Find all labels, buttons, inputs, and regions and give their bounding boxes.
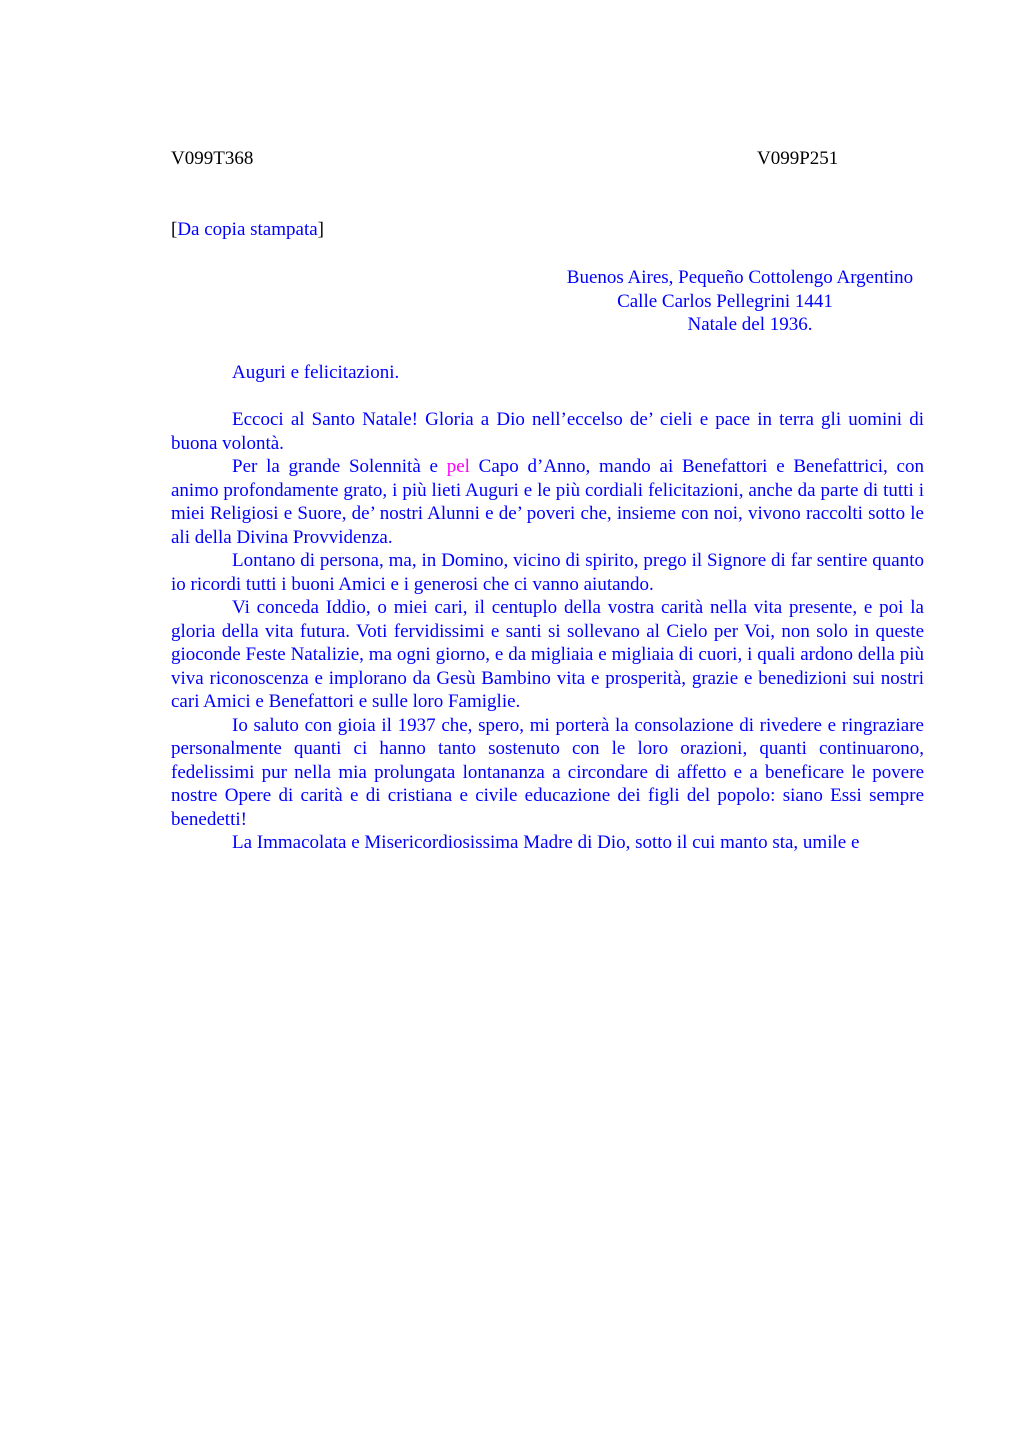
source-note-close-bracket: ] [317, 219, 324, 240]
paragraph-4: Vi conceda Iddio, o miei cari, il centuplo della vostra carità nella vita presente, e poi la gloria della vita futura. Voti fervidissimi e santi si sollevano al Cielo per Voi, non solo in queste gioconde Feste Natalizie, ma ogni giorno, e da migliaia e migliaia di cuori, i quali ardono della più viva riconoscenza e implorano da Gesù Bambino vita e prosperità, grazie e benedizioni sui nostri cari Amici e Benefattori e sulle loro Famiglie. [171, 597, 924, 712]
address-line-city: Buenos Aires, Pequeño Cottolengo Argentino [566, 267, 914, 288]
paragraph-2-rest: Capo d’Anno, mando ai Benefattori e Benefattrici, con animo profondamente grato, i più lieti Auguri e le più cordiali felicitazioni, anche da parte di tutti i miei Religiosi e Suore, de’ nostri Alunni e de’ poveri che, insieme con noi, vivono raccolti sotto le ali della Divina Provvidenza. [171, 456, 924, 548]
document-code-left: V099T368 [171, 148, 254, 169]
letter-greeting: Auguri e felicitazioni. [232, 362, 400, 383]
source-note [171, 218, 324, 242]
address-line-street: Calle Carlos Pellegrini 1441 [617, 290, 833, 312]
letter-address [500, 266, 950, 337]
source-note-open-bracket: [ [171, 219, 178, 240]
address-line-date: Natale del 1936. [687, 314, 813, 335]
paragraph-2-highlight: pel [446, 456, 470, 477]
document-code-right: V099P251 [757, 148, 839, 169]
letter-body [171, 361, 924, 855]
paragraph-5: Io saluto con gioia il 1937 che, spero, mi porterà la consolazione di rivedere e ringraziare personalmente quanti ci hanno tanto sostenuto con le loro orazioni, quanti continuarono, fedelissimi pur nella mia prolungata lontananza a circondare di affetto e a beneficare le povere nostre Opere di carità e di cristiana e civile educazione dei figli del popolo: siano Essi sempre benedetti! [171, 714, 924, 830]
paragraph-1: Eccoci al Santo Natale! Gloria a Dio nell’eccelso de’ cieli e pace in terra gli uomini di buona volontà. [171, 409, 924, 454]
paragraph-2 [171, 455, 924, 549]
paragraph-6: La Immacolata e Misericordiosissima Madre di Dio, sotto il cui manto sta, umile e [232, 832, 860, 853]
source-note-text: Da copia stampata [177, 219, 318, 240]
paragraph-3: Lontano di persona, ma, in Domino, vicino di spirito, prego il Signore di far sentire quanto io ricordi tutti i buoni Amici e i generosi che ci vanno aiutando. [171, 550, 924, 595]
paragraph-2-start: Per la grande Solennità e [232, 456, 447, 477]
